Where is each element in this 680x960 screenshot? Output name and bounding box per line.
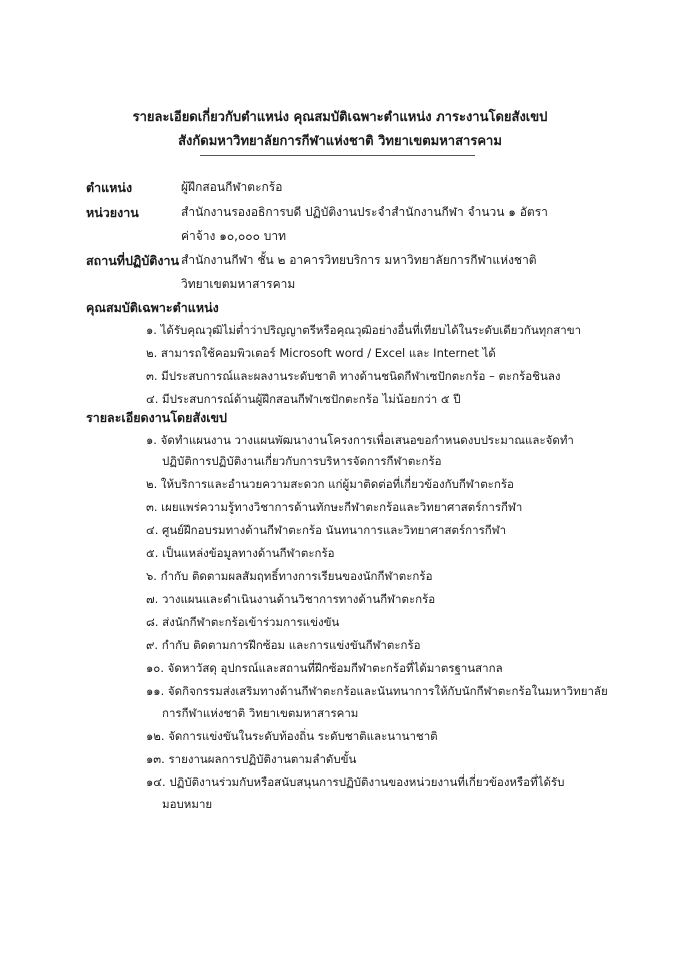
duty-item: ๗. วางแผนและดำเนินงานด้านวิชาการทางด้านกีฬาตะกร้อ: [146, 592, 436, 606]
location-value-line2: วิทยาเขตมหาสารคาม: [181, 277, 296, 291]
position-label: ตำแหน่ง: [86, 180, 133, 195]
duty-item: ๓. เผยแพร่ความรู้ทางวิชาการด้านทักษะกีฬาตะกร้อและวิทยาศาสตร์การกีฬา: [146, 500, 523, 514]
unit-value-line1: สำนักงานรองอธิการบดี ปฏิบัติงานประจำสำนักงานกีฬา จำนวน ๑ อัตรา: [181, 205, 548, 219]
qualification-item: ๔. มีประสบการณ์ด้านผู้ฝึกสอนกีฬาเซปักตะกร้อ ไม่น้อยกว่า ๕ ปี: [146, 392, 461, 406]
unit-value-line2: ค่าจ้าง ๑๐,๐๐๐ บาท: [181, 229, 287, 243]
duty-item: ๔. ศูนย์ฝึกอบรมทางด้านกีฬาตะกร้อ นันทนาการและวิทยาศาสตร์การกีฬา: [146, 523, 507, 537]
duty-item: ๑๒. จัดการแข่งขันในระดับท้องถิ่น ระดับชาติและนานาชาติ: [146, 729, 438, 743]
duty-item: ๙. กำกับ ติดตามการฝึกซ้อม และการแข่งขันกีฬาตะกร้อ: [146, 638, 421, 652]
duty-item: ๕. เป็นแหล่งข้อมูลทางด้านกีฬาตะกร้อ: [146, 546, 335, 560]
duty-item: ๑๐. จัดหาวัสดุ อุปกรณ์และสถานที่ฝึกซ้อมกีฬาตะกร้อที่ได้มาตรฐานสากล: [146, 661, 503, 675]
duty-item-continuation: มอบหมาย: [162, 797, 213, 811]
duty-item-continuation: การกีฬาแห่งชาติ วิทยาเขตมหาสารคาม: [162, 706, 359, 720]
qualifications-heading: คุณสมบัติเฉพาะตำแหน่ง: [86, 300, 219, 315]
duty-item: ๖. กำกับ ติดตามผลสัมฤทธิ์ทางการเรียนของนักกีฬาตะกร้อ: [146, 569, 433, 583]
duties-heading: รายละเอียดงานโดยสังเขป: [86, 410, 227, 425]
title-divider: [200, 155, 475, 156]
duty-item: ๑๑. จัดกิจกรรมส่งเสริมทางด้านกีฬาตะกร้อและนันทนาการให้กับนักกีฬาตะกร้อในมหาวิทยาลัย: [146, 684, 608, 698]
document-title-line2: สังกัดมหาวิทยาลัยการกีฬาแห่งชาติ วิทยาเขตมหาสารคาม: [178, 134, 502, 149]
location-value-line1: สำนักงานกีฬา ชั้น ๒ อาคารวิทยบริการ มหาวิทยาลัยการกีฬาแห่งชาติ: [181, 253, 537, 267]
location-label: สถานที่ปฏิบัติงาน: [86, 253, 180, 268]
qualification-item: ๑. ได้รับคุณวุฒิไม่ต่ำว่าปริญญาตรีหรือคุณวุฒิอย่างอื่นที่เทียบได้ในระดับเดียวกันทุกสาขา: [146, 323, 582, 337]
document-title-line1: รายละเอียดเกี่ยวกับตำแหน่ง คุณสมบัติเฉพาะตำแหน่ง ภาระงานโดยสังเขป: [132, 110, 548, 125]
duty-item: ๑. จัดทำแผนงาน วางแผนพัฒนางานโครงการเพื่อเสนอขอกำหนดงบประมาณและจัดทำ: [146, 433, 574, 447]
duty-item: ๒. ให้บริการและอำนวยความสะดวก แก่ผู้มาติดต่อที่เกี่ยวข้องกับกีฬาตะกร้อ: [146, 477, 514, 491]
duty-item-continuation: ปฏิบัติการปฏิบัติงานเกี่ยวกับการบริหารจัดการกีฬาตะกร้อ: [162, 454, 442, 468]
qualification-item: ๓. มีประสบการณ์และผลงานระดับชาติ ทางด้านชนิดกีฬาเซปักตะกร้อ – ตะกร้อชินลง: [146, 369, 561, 383]
duty-item: ๘. ส่งนักกีฬาตะกร้อเข้าร่วมการแข่งขัน: [146, 615, 340, 629]
duty-item: ๑๔. ปฏิบัติงานร่วมกับหรือสนับสนุนการปฏิบัติงานของหน่วยงานที่เกี่ยวข้องหรือที่ได้รับ: [146, 775, 565, 789]
position-value: ผู้ฝึกสอนกีฬาตะกร้อ: [181, 180, 283, 194]
qualification-item: ๒. สามารถใช้คอมพิวเตอร์ Microsoft word / Excel และ Internet ได้: [146, 346, 496, 360]
duty-item: ๑๓. รายงานผลการปฏิบัติงานตามลำดับขั้น: [146, 752, 357, 766]
unit-label: หน่วยงาน: [86, 205, 139, 220]
